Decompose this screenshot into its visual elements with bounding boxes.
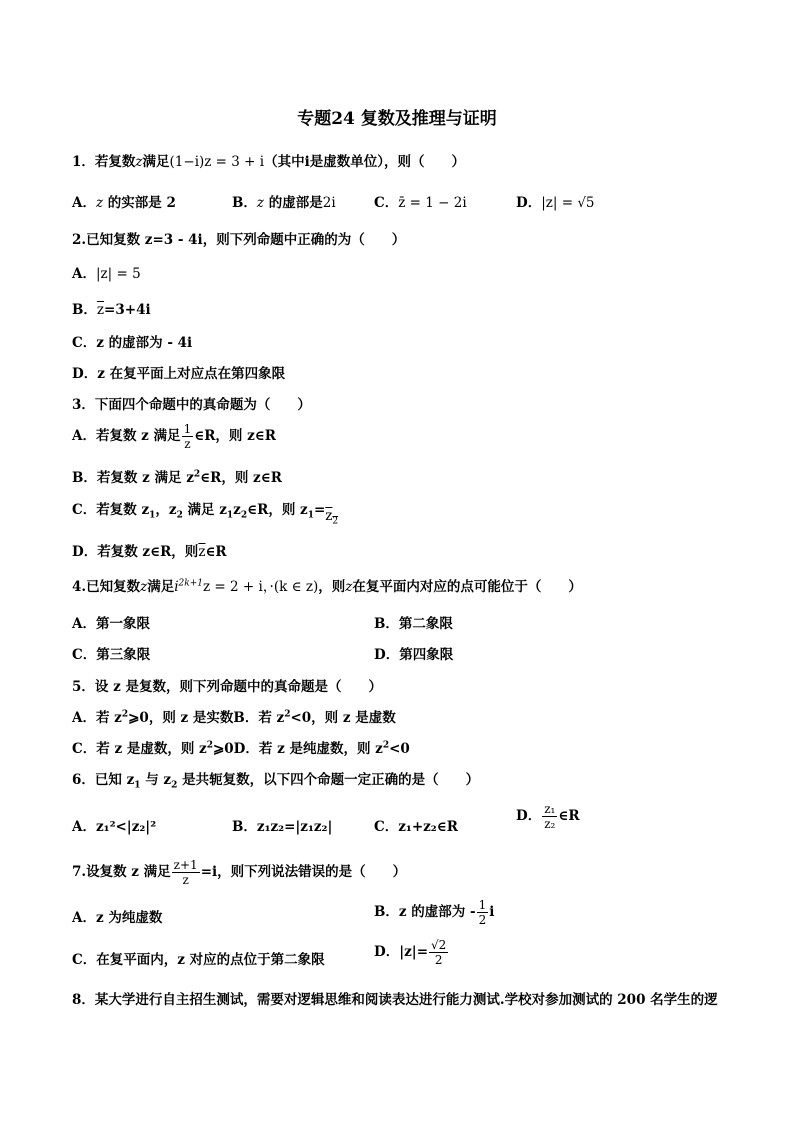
q3-b-sup: 2: [193, 469, 201, 480]
q1-option-c: [374, 191, 467, 211]
q5-option-ab: [72, 706, 396, 726]
q4-stem-post: ，则: [318, 579, 346, 595]
q7-num: z+1: [173, 858, 198, 872]
q4-a-label: A．: [72, 616, 96, 632]
q6-s2: 2: [171, 780, 178, 791]
q1-stem-post: （其中i是虚数单位），则（ ）: [264, 154, 465, 170]
q7-b-pre: z 的虚部为 -: [398, 904, 476, 920]
q5-d-pre: 若 z 是纯虚数，则 z: [258, 741, 383, 757]
q7-b-num: 1: [478, 898, 487, 912]
q6-d-label: D．: [516, 808, 542, 824]
q4-option-d: [374, 643, 453, 663]
q2-a-expr: |z| = 5: [95, 266, 141, 282]
q5-d-sup: 2: [382, 740, 390, 751]
q1-a-z: z: [95, 195, 104, 211]
q6-stem-post: 是共轭复数，以下四个命题一定正确的是（ ）: [177, 772, 480, 788]
q4-a-text: 第一象限: [95, 616, 150, 632]
question-8-stem: 8．某大学进行自主招生测试，需要对逻辑思维和阅读表达进行能力测试.学校对参加测试的 200 名学生的逻: [72, 992, 718, 1008]
q2-a-label: A．: [72, 266, 96, 282]
q3-option-d: [72, 540, 227, 560]
q4-c-text: 第三象限: [96, 647, 151, 663]
q3-a-fraction: [182, 422, 194, 451]
q1-option-b: [232, 191, 336, 211]
q1-a-label: A．: [72, 195, 96, 211]
q5-a-pre: 若 z: [95, 710, 122, 726]
q7-d-num: √2: [431, 938, 447, 952]
q3-b-pre: 若复数 z 满足 z: [96, 470, 194, 486]
q4-eq-rest: z = 2 + i: [203, 579, 263, 595]
q7-c-label: C．: [72, 952, 97, 968]
q3-b-label: B．: [72, 470, 97, 486]
question-5-stem: 5．设 z 是复数，则下列命题中的真命题是（ ）: [72, 679, 382, 695]
q6-d-fraction: [542, 802, 557, 831]
q5-c-post: ⩾0: [212, 741, 234, 757]
q2-b-label: B．: [72, 302, 97, 318]
q4-eq-i: i: [174, 579, 179, 595]
question-7-stem: [72, 858, 406, 887]
q3-c-s3: 1: [226, 510, 234, 521]
q3-a-den: z: [184, 437, 191, 451]
q1-b-val: 2i: [322, 195, 336, 211]
q7-stem-pre: 7.设复数 z 满足: [72, 864, 171, 880]
q4-z2: z: [345, 579, 353, 595]
q4-stem-pre: 4.已知复数: [72, 579, 141, 595]
q4-eq-sup: 2k+1: [178, 578, 203, 589]
q3-b-post: ∈R，则 z∈R: [200, 470, 282, 486]
q5-b-sup: 2: [284, 709, 291, 720]
q4-d-text: 第四象限: [399, 647, 454, 663]
q3-option-c: [72, 498, 339, 527]
q5-a-label: A．: [72, 710, 96, 726]
q7-option-b: [374, 898, 494, 927]
q5-c-sup: 2: [206, 740, 213, 751]
q3-d-post: ∈R: [205, 544, 227, 560]
q7-c-text: 在复平面内，z 对应的点位于第二象限: [96, 952, 325, 968]
page-title: 专题24 复数及推理与证明: [297, 109, 497, 129]
q3-option-b: [72, 466, 282, 486]
question-3-stem: 3．下面四个命题中的真命题为（ ）: [72, 397, 311, 413]
q3-d-pre: 若复数 z∈R，则: [97, 544, 199, 560]
q3-c-mid2: 满足 z: [182, 502, 227, 518]
q5-option-cd: [72, 737, 410, 757]
q5-b-post: <0，则 z 是虚数: [290, 710, 396, 726]
q6-c-label: C．: [374, 819, 399, 835]
q2-d-text: z 在复平面上对应点在第四象限: [97, 366, 286, 382]
q2-option-d: [72, 362, 285, 382]
question-2-stem: 2.已知复数 z=3 - 4i，则下列命题中正确的为（ ）: [72, 232, 406, 248]
q3-c-label: C．: [72, 502, 97, 518]
q2-b-zbar: $\overline{z}$: [96, 302, 105, 318]
q1-option-d: [516, 191, 595, 211]
q7-b-den: 2: [478, 913, 487, 927]
q3-c-mid3: z: [233, 502, 241, 518]
q6-b-text: z₁z₂=|z₁z₂|: [256, 819, 333, 835]
q7-d-pre: |z|=: [399, 944, 429, 960]
q4-option-c: [72, 643, 150, 663]
q1-option-a: [72, 191, 176, 211]
q4-cond: ，·(k ∈ z): [262, 579, 319, 595]
q1-d-label: D．: [516, 195, 542, 211]
q4-stem-end: 在复平面内对应的点可能位于（ ）: [352, 579, 582, 595]
q6-option-a: [72, 815, 156, 835]
q3-a-post: ∈R，则 z∈R: [194, 428, 276, 444]
q1-stem-mid: 满足: [142, 154, 170, 170]
q4-b-label: B．: [374, 616, 399, 632]
q4-option-a: [72, 612, 150, 632]
q7-a-label: A．: [72, 910, 96, 926]
q4-option-b: [374, 612, 453, 632]
q3-a-label: A．: [72, 428, 96, 444]
q2-option-a: [72, 262, 141, 282]
q2-option-c: [72, 331, 192, 351]
q3-d-bar: $\overline{z}$: [198, 544, 206, 560]
q6-stem-mid: 与 z: [140, 772, 172, 788]
q3-option-a: [72, 422, 276, 451]
q7-b-post: i: [489, 904, 495, 920]
q3-a-pre: 若复数 z 满足: [95, 428, 181, 444]
q4-d-label: D．: [374, 647, 400, 663]
q6-a-text: z₁²<|z₂|²: [95, 819, 157, 835]
q3-c-mid4: ∈R，则 z: [247, 502, 308, 518]
q1-stem-pre: 1．若复数: [72, 154, 136, 170]
q3-a-num: 1: [183, 422, 192, 436]
q3-c-mid1: ，z: [155, 502, 177, 518]
q3-c-conj: [325, 508, 339, 527]
q1-b-z: z: [256, 195, 265, 211]
q7-d-den: 2: [434, 953, 443, 967]
q7-d-label: D．: [374, 944, 400, 960]
q7-option-d: [374, 938, 449, 967]
question-6-stem: [72, 768, 479, 791]
q3-c-s4: 2: [240, 510, 248, 521]
q7-stem-post: =i，则下列说法错误的是（ ）: [200, 864, 407, 880]
q6-c-text: z₁+z₂∈R: [398, 819, 458, 835]
q7-option-a: [72, 906, 162, 926]
q7-b-label: B．: [374, 904, 399, 920]
q5-a-sup: 2: [121, 709, 129, 720]
q6-b-label: B．: [232, 819, 257, 835]
q7-d-fraction: [429, 938, 448, 967]
q3-c-pre: 若复数 z: [96, 502, 150, 518]
q4-b-text: 第二象限: [398, 616, 453, 632]
q5-d-post: <0: [389, 741, 410, 757]
q6-option-c: [374, 815, 458, 835]
q2-c-label: C．: [72, 335, 97, 351]
q5-b-label: B．: [233, 710, 259, 726]
q6-d-post: ∈R: [558, 808, 580, 824]
q7-option-c: [72, 948, 325, 968]
q2-b-rest: =3+4i: [104, 302, 151, 318]
q1-stem-z: z: [135, 154, 143, 170]
question-1-stem: [72, 150, 465, 170]
q3-c-s1: 1: [149, 510, 156, 521]
q5-c-label: C．: [72, 741, 97, 757]
q1-c-expr: z̄ = 1 − 2i: [398, 195, 467, 211]
q6-d-den: z₂: [544, 817, 556, 831]
q3-c-mid5: =: [313, 502, 326, 518]
q4-stem-mid: 满足: [147, 579, 175, 595]
q6-s1: 1: [134, 780, 141, 791]
q4-c-label: C．: [72, 647, 97, 663]
q3-c-s2: 2: [176, 510, 183, 521]
q2-c-text: z 的虚部为 - 4i: [96, 335, 193, 351]
q1-b-label: B．: [232, 195, 257, 211]
q2-d-label: D．: [72, 366, 98, 382]
q6-stem-pre: 6．已知 z: [72, 772, 135, 788]
q1-equation: (1−i)z = 3 + i: [169, 154, 265, 170]
q3-c-bar: z: [325, 508, 333, 524]
q6-option-b: [232, 815, 332, 835]
question-4-stem: [72, 575, 582, 595]
q7-b-fraction: [477, 898, 489, 927]
q7-fraction: [172, 858, 200, 887]
q5-d-label: D．: [233, 741, 259, 757]
q6-option-d: [516, 802, 580, 831]
q3-d-label: D．: [72, 544, 98, 560]
q2-option-b: [72, 298, 151, 318]
q1-b-text: 的虚部是: [264, 195, 323, 211]
q5-c-pre: 若 z 是虚数，则 z: [96, 741, 207, 757]
q1-d-expr: |z| = √5: [541, 195, 595, 211]
q4-z: z: [140, 579, 148, 595]
q1-a-text: 的实部是 2: [103, 195, 176, 211]
q5-a-post: ⩾0，则 z 是实数: [128, 710, 234, 726]
q5-b-pre: 若 z: [258, 710, 285, 726]
q7-den: z: [182, 873, 189, 887]
q1-c-label: C．: [374, 195, 399, 211]
q3-c-s6: 2: [332, 516, 339, 527]
q6-a-label: A．: [72, 819, 96, 835]
q3-c-s5: 1: [307, 510, 314, 521]
q7-a-text: z 为纯虚数: [95, 910, 163, 926]
q6-d-num: z₁: [544, 802, 556, 816]
